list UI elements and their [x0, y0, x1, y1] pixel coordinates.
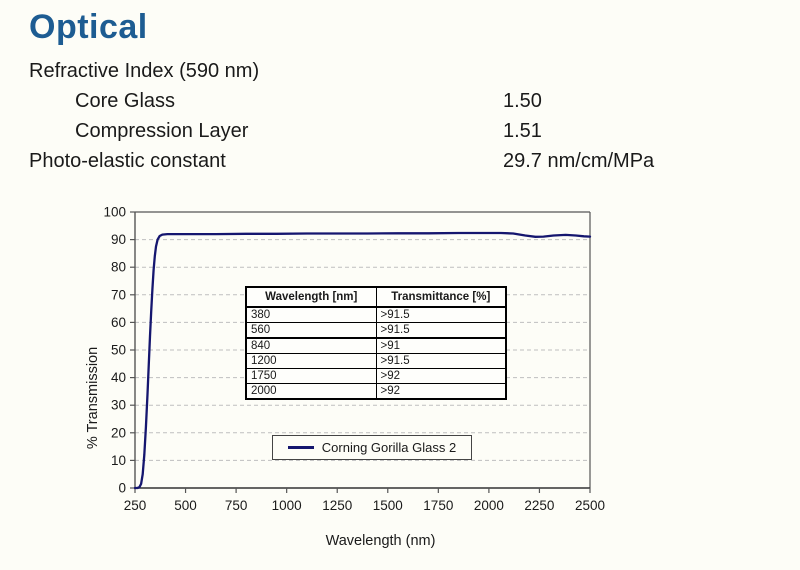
transmittance-table-head [246, 287, 506, 307]
x-tick-label: 250 [123, 498, 147, 513]
table-row [246, 369, 506, 384]
transmittance-table [245, 286, 507, 400]
legend-label: Corning Gorilla Glass 2 [321, 440, 457, 455]
y-tick-label: 20 [110, 425, 126, 441]
y-tick-label: 80 [110, 259, 126, 275]
table-row [246, 354, 506, 369]
spec-value: 1.50 [503, 90, 542, 112]
spec-row [29, 56, 709, 86]
x-tick-label: 1500 [372, 498, 403, 513]
x-tick-label: 1250 [322, 498, 353, 513]
x-tick-label: 1750 [423, 498, 454, 513]
x-axis-title: Wavelength (nm) [325, 533, 436, 549]
y-tick-label: 60 [110, 314, 126, 330]
table-row [246, 323, 506, 339]
spec-row [29, 86, 709, 116]
table-row [246, 338, 506, 354]
y-tick-label: 90 [110, 232, 126, 248]
table-row [246, 384, 506, 400]
spec-value: 1.51 [503, 120, 542, 142]
table-row [246, 307, 506, 323]
transmittance-table-el [245, 286, 507, 400]
spec-row [29, 146, 709, 176]
x-tick-label: 2500 [574, 498, 606, 513]
table-cell: 2000 [246, 384, 376, 400]
table-cell: >92 [376, 369, 506, 384]
table-header-cell: Wavelength [nm] [246, 287, 376, 307]
table-cell: >91.5 [376, 323, 506, 339]
table-header-row [246, 287, 506, 307]
page-title: Optical [29, 8, 148, 46]
spec-list [29, 56, 709, 176]
table-header-cell: Transmittance [%] [376, 287, 506, 307]
y-tick-label: 50 [110, 342, 126, 358]
table-cell: 1750 [246, 369, 376, 384]
spec-label: Core Glass [75, 90, 176, 112]
legend-line-swatch [288, 446, 314, 449]
transmittance-table-body [246, 307, 506, 399]
y-tick-label: 10 [110, 452, 126, 468]
x-tick-label: 2000 [473, 498, 504, 513]
transmission-chart [85, 195, 645, 567]
chart-legend [272, 435, 472, 460]
spec-label: Refractive Index (590 nm) [29, 60, 260, 82]
y-tick-label: 40 [110, 370, 126, 386]
y-tick-label: 100 [103, 204, 126, 220]
y-axis-title: % Transmission [85, 346, 101, 450]
x-tick-label: 1000 [271, 498, 302, 513]
table-cell: >91 [376, 338, 506, 354]
table-cell: >91.5 [376, 354, 506, 369]
table-cell: 1200 [246, 354, 376, 369]
spec-row [29, 116, 709, 146]
x-tick-label: 500 [174, 498, 197, 513]
table-cell: 840 [246, 338, 376, 354]
spec-label: Compression Layer [75, 120, 249, 142]
table-cell: >91.5 [376, 307, 506, 323]
x-tick-label: 2250 [524, 498, 555, 513]
spec-value: 29.7 nm/cm/MPa [503, 150, 655, 172]
table-cell: >92 [376, 384, 506, 400]
y-tick-label: 70 [110, 287, 126, 303]
x-tick-label: 750 [224, 498, 248, 513]
spec-label: Photo-elastic constant [29, 150, 226, 172]
table-cell: 560 [246, 323, 376, 339]
y-tick-label: 0 [118, 480, 126, 496]
table-cell: 380 [246, 307, 376, 323]
y-tick-label: 30 [110, 397, 126, 413]
